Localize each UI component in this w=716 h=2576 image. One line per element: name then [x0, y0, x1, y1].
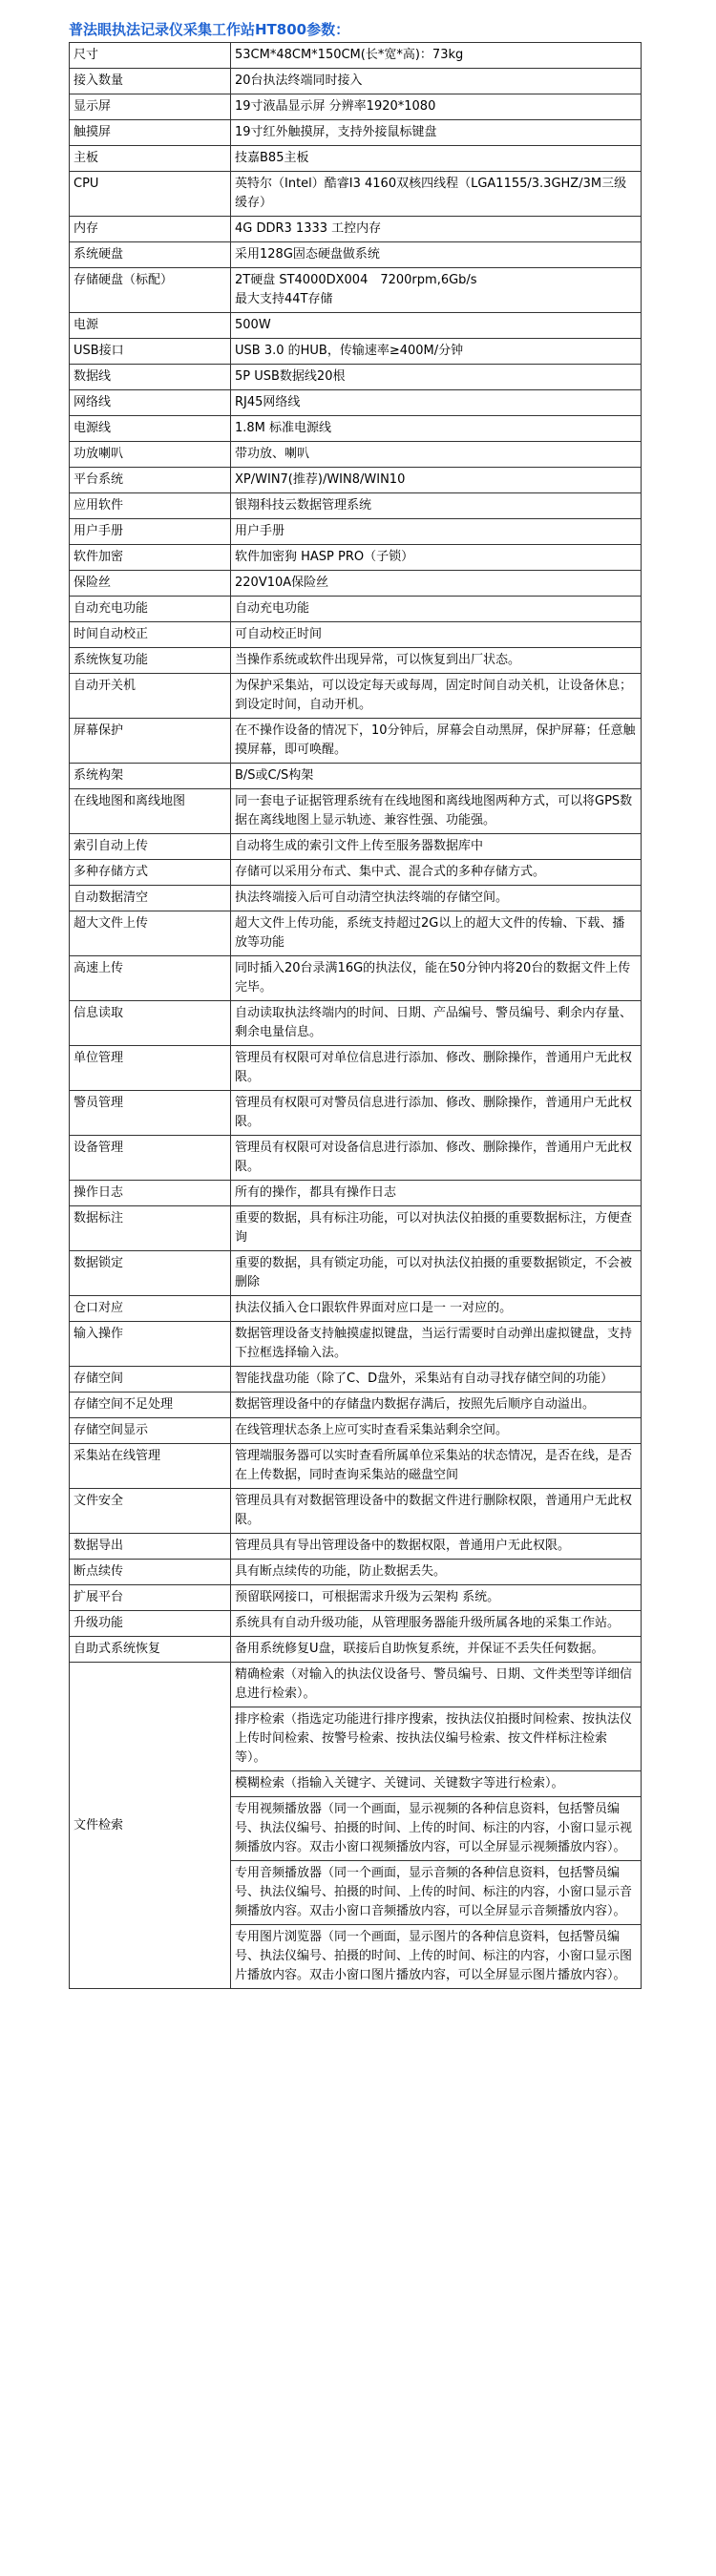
spec-value: 1.8M 标准电源线 — [231, 416, 642, 442]
spec-row — [70, 1091, 642, 1136]
spec-value: 19寸液晶显示屏 分辨率1920*1080 — [231, 94, 642, 120]
spec-row — [70, 43, 642, 69]
spec-key: 索引自动上传 — [70, 834, 231, 860]
spec-value: 在线管理状态条上应可实时查看采集站剩余空间。 — [231, 1418, 642, 1444]
search-item: 专用视频播放器（同一个画面，显示视频的各种信息资料，包括警员编号、执法仪编号、拍摄的时间、上传的时间、标注的内容，小窗口显示视频播放内容。双击小窗口视频播放内容，可以全屏显示视频播放内容）。 — [231, 1797, 642, 1861]
spec-key: 采集站在线管理 — [70, 1444, 231, 1489]
spec-row — [70, 789, 642, 834]
spec-key: 单位管理 — [70, 1046, 231, 1091]
spec-key: 尺寸 — [70, 43, 231, 69]
spec-value: 银翔科技云数据管理系统 — [231, 493, 642, 519]
spec-key: 系统构架 — [70, 764, 231, 789]
spec-key: 自动充电功能 — [70, 597, 231, 622]
spec-row — [70, 1637, 642, 1663]
spec-row — [70, 1046, 642, 1091]
spec-key: 信息读取 — [70, 1001, 231, 1046]
page-title: 普法眼执法记录仪采集工作站HT800参数： — [69, 21, 350, 38]
spec-key: 接入数量 — [70, 69, 231, 94]
spec-value: 英特尔（Intel）酷睿I3 4160双核四线程（LGA1155/3.3GHZ/3M三级缓存） — [231, 172, 642, 217]
spec-row — [70, 1251, 642, 1296]
spec-row — [70, 416, 642, 442]
spec-key: 数据锁定 — [70, 1251, 231, 1296]
spec-key: 内存 — [70, 217, 231, 242]
spec-row — [70, 571, 642, 597]
spec-value: 5P USB数据线20根 — [231, 365, 642, 390]
spec-value: 重要的数据，具有标注功能，可以对执法仪拍摄的重要数据标注，方便查询 — [231, 1206, 642, 1251]
spec-key: 平台系统 — [70, 468, 231, 493]
spec-row — [70, 719, 642, 764]
spec-key: 用户手册 — [70, 519, 231, 545]
spec-value: 数据管理设备中的存储盘内数据存满后，按照先后顺序自动溢出。 — [231, 1393, 642, 1418]
spec-row — [70, 545, 642, 571]
spec-value: 管理员有权限可对单位信息进行添加、修改、删除操作，普通用户无此权限。 — [231, 1046, 642, 1091]
spec-row — [70, 493, 642, 519]
spec-row — [70, 442, 642, 468]
spec-value: B/S或C/S构架 — [231, 764, 642, 789]
spec-key: 自动开关机 — [70, 674, 231, 719]
spec-table-body — [70, 43, 642, 1989]
spec-value: 采用128G固态硬盘做系统 — [231, 242, 642, 268]
spec-row — [70, 622, 642, 648]
spec-key: 仓口对应 — [70, 1296, 231, 1322]
spec-key: 屏幕保护 — [70, 719, 231, 764]
spec-key: CPU — [70, 172, 231, 217]
spec-value: 在不操作设备的情况下，10分钟后，屏幕会自动黑屏，保护屏幕；任意触摸屏幕，即可唤醒。 — [231, 719, 642, 764]
spec-value: 管理员有权限可对设备信息进行添加、修改、删除操作，普通用户无此权限。 — [231, 1136, 642, 1181]
spec-key: 警员管理 — [70, 1091, 231, 1136]
spec-value: 智能找盘功能（除了C、D盘外，采集站有自动寻找存储空间的功能） — [231, 1367, 642, 1393]
spec-key: 时间自动校正 — [70, 622, 231, 648]
spec-key: 操作日志 — [70, 1181, 231, 1206]
spec-value: 2T硬盘 ST4000DX004 7200rpm,6Gb/s 最大支持44T存储 — [231, 268, 642, 313]
spec-value: 自动充电功能 — [231, 597, 642, 622]
spec-key: 设备管理 — [70, 1136, 231, 1181]
spec-key: 存储空间不足处理 — [70, 1393, 231, 1418]
spec-row — [70, 911, 642, 956]
spec-row — [70, 94, 642, 120]
spec-value: 自动将生成的索引文件上传至服务器数据库中 — [231, 834, 642, 860]
spec-row — [70, 69, 642, 94]
spec-key: 数据线 — [70, 365, 231, 390]
search-item: 精确检索（对输入的执法仪设备号、警员编号、日期、文件类型等详细信息进行检索）。 — [231, 1663, 642, 1707]
spec-key: USB接口 — [70, 339, 231, 365]
spec-row — [70, 120, 642, 146]
spec-key: 超大文件上传 — [70, 911, 231, 956]
spec-row — [70, 1322, 642, 1367]
spec-key: 数据导出 — [70, 1534, 231, 1560]
spec-row — [70, 1489, 642, 1534]
spec-row — [70, 1560, 642, 1585]
spec-value: 重要的数据，具有锁定功能，可以对执法仪拍摄的重要数据锁定，不会被删除 — [231, 1251, 642, 1296]
spec-key: 输入操作 — [70, 1322, 231, 1367]
spec-key: 断点续传 — [70, 1560, 231, 1585]
spec-key: 系统硬盘 — [70, 242, 231, 268]
spec-row — [70, 390, 642, 416]
spec-row — [70, 1611, 642, 1637]
spec-key: 多种存储方式 — [70, 860, 231, 886]
spec-value: 管理员有权限可对警员信息进行添加、修改、删除操作，普通用户无此权限。 — [231, 1091, 642, 1136]
spec-row — [70, 339, 642, 365]
spec-row — [70, 217, 642, 242]
search-item: 专用图片浏览器（同一个画面，显示图片的各种信息资料，包括警员编号、执法仪编号、拍摄的时间、上传的时间、标注的内容，小窗口显示图片播放内容。双击小窗口图片播放内容，可以全屏显示图片播放内容）。 — [231, 1925, 642, 1989]
spec-value: 同一套电子证据管理系统有在线地图和离线地图两种方式，可以将GPS数据在离线地图上显示轨迹、兼容性强、功能强。 — [231, 789, 642, 834]
spec-key: 网络线 — [70, 390, 231, 416]
spec-value: 管理端服务器可以实时查看所属单位采集站的状态情况，是否在线，是否在上传数据，同时查询采集站的磁盘空间 — [231, 1444, 642, 1489]
spec-value: 管理员具有导出管理设备中的数据权限，普通用户无此权限。 — [231, 1534, 642, 1560]
spec-value: 超大文件上传功能，系统支持超过2G以上的超大文件的传输、下载、播放等功能 — [231, 911, 642, 956]
spec-value: 所有的操作，都具有操作日志 — [231, 1181, 642, 1206]
spec-key: 主板 — [70, 146, 231, 172]
spec-key: 升级功能 — [70, 1611, 231, 1637]
spec-value: 存储可以采用分布式、集中式、混合式的多种存储方式。 — [231, 860, 642, 886]
spec-row — [70, 1418, 642, 1444]
spec-value: 20台执法终端同时接入 — [231, 69, 642, 94]
spec-value: 19寸红外触摸屏，支持外接鼠标键盘 — [231, 120, 642, 146]
spec-key: 存储空间显示 — [70, 1418, 231, 1444]
spec-row — [70, 1367, 642, 1393]
spec-row — [70, 1136, 642, 1181]
spec-row — [70, 1393, 642, 1418]
spec-key: 存储空间 — [70, 1367, 231, 1393]
search-item: 专用音频播放器（同一个画面，显示音频的各种信息资料，包括警员编号、执法仪编号、拍摄的时间、上传的时间、标注的内容，小窗口显示音频播放内容。双击小窗口音频播放内容，可以全屏显示音频播放内容）。 — [231, 1861, 642, 1925]
spec-value: USB 3.0 的HUB，传输速率≥400M/分钟 — [231, 339, 642, 365]
spec-row — [70, 146, 642, 172]
spec-row — [70, 519, 642, 545]
spec-key: 保险丝 — [70, 571, 231, 597]
spec-value: 当操作系统或软件出现异常，可以恢复到出厂状态。 — [231, 648, 642, 674]
spec-value: 数据管理设备支持触摸虚拟键盘，当运行需要时自动弹出虚拟键盘，支持下拉框选择输入法。 — [231, 1322, 642, 1367]
spec-row — [70, 1206, 642, 1251]
spec-key: 软件加密 — [70, 545, 231, 571]
spec-value: RJ45网络线 — [231, 390, 642, 416]
spec-value: 软件加密狗 HASP PRO（子锁） — [231, 545, 642, 571]
spec-value: 自动读取执法终端内的时间、日期、产品编号、警员编号、剩余内存量、剩余电量信息。 — [231, 1001, 642, 1046]
spec-row — [70, 365, 642, 390]
spec-value: 具有断点续传的功能，防止数据丢失。 — [231, 1560, 642, 1585]
spec-key: 应用软件 — [70, 493, 231, 519]
spec-row — [70, 242, 642, 268]
spec-row — [70, 1181, 642, 1206]
spec-key: 文件安全 — [70, 1489, 231, 1534]
spec-key: 在线地图和离线地图 — [70, 789, 231, 834]
spec-row — [70, 648, 642, 674]
spec-key: 高速上传 — [70, 956, 231, 1001]
spec-key: 系统恢复功能 — [70, 648, 231, 674]
spec-value: 系统具有自动升级功能，从管理服务器能升级所属各地的采集工作站。 — [231, 1611, 642, 1637]
spec-key: 扩展平台 — [70, 1585, 231, 1611]
spec-value: 为保护采集站，可以设定每天或每周，固定时间自动关机，让设备休息；到设定时间，自动开机。 — [231, 674, 642, 719]
spec-value: 500W — [231, 313, 642, 339]
spec-key: 自助式系统恢复 — [70, 1637, 231, 1663]
spec-row — [70, 834, 642, 860]
spec-row — [70, 1296, 642, 1322]
spec-row — [70, 1001, 642, 1046]
search-row — [70, 1663, 642, 1707]
spec-key: 电源 — [70, 313, 231, 339]
spec-row — [70, 860, 642, 886]
spec-key: 存储硬盘（标配） — [70, 268, 231, 313]
spec-value: 执法终端接入后可自动清空执法终端的存储空间。 — [231, 886, 642, 911]
spec-value: 53CM*48CM*150CM(长*宽*高)：73kg — [231, 43, 642, 69]
spec-key: 显示屏 — [70, 94, 231, 120]
spec-value: 用户手册 — [231, 519, 642, 545]
spec-row — [70, 674, 642, 719]
spec-row — [70, 172, 642, 217]
spec-value: 备用系统修复U盘，联接后自助恢复系统，并保证不丢失任何数据。 — [231, 1637, 642, 1663]
search-item: 模糊检索（指输入关键字、关键词、关键数字等进行检索）。 — [231, 1771, 642, 1797]
spec-key: 自动数据清空 — [70, 886, 231, 911]
spec-key: 触摸屏 — [70, 120, 231, 146]
spec-value: 带功放、喇叭 — [231, 442, 642, 468]
spec-row — [70, 956, 642, 1001]
spec-value: 同时插入20台录满16G的执法仪，能在50分钟内将20台的数据文件上传完毕。 — [231, 956, 642, 1001]
spec-value: 预留联网接口，可根据需求升级为云架构 系统。 — [231, 1585, 642, 1611]
spec-row — [70, 468, 642, 493]
spec-value: 4G DDR3 1333 工控内存 — [231, 217, 642, 242]
spec-value: 220V10A保险丝 — [231, 571, 642, 597]
spec-value: 执法仪插入仓口跟软件界面对应口是一 一对应的。 — [231, 1296, 642, 1322]
spec-row — [70, 597, 642, 622]
spec-value: 技嘉B85主板 — [231, 146, 642, 172]
search-key: 文件检索 — [70, 1663, 231, 1989]
spec-value: 管理员具有对数据管理设备中的数据文件进行删除权限，普通用户无此权限。 — [231, 1489, 642, 1534]
spec-key: 功放喇叭 — [70, 442, 231, 468]
spec-key: 数据标注 — [70, 1206, 231, 1251]
search-item: 排序检索（指选定功能进行排序搜索，按执法仪拍摄时间检索、按执法仪上传时间检索、按警号检索、按执法仪编号检索、按文件样标注检索等）。 — [231, 1707, 642, 1771]
spec-row — [70, 313, 642, 339]
spec-row — [70, 268, 642, 313]
spec-row — [70, 1534, 642, 1560]
spec-value: XP/WIN7(推荐)/WIN8/WIN10 — [231, 468, 642, 493]
spec-row — [70, 1444, 642, 1489]
spec-row — [70, 764, 642, 789]
spec-key: 电源线 — [70, 416, 231, 442]
spec-value: 可自动校正时间 — [231, 622, 642, 648]
spec-page — [69, 19, 642, 1989]
spec-row — [70, 1585, 642, 1611]
spec-row — [70, 886, 642, 911]
spec-table — [69, 42, 642, 1989]
